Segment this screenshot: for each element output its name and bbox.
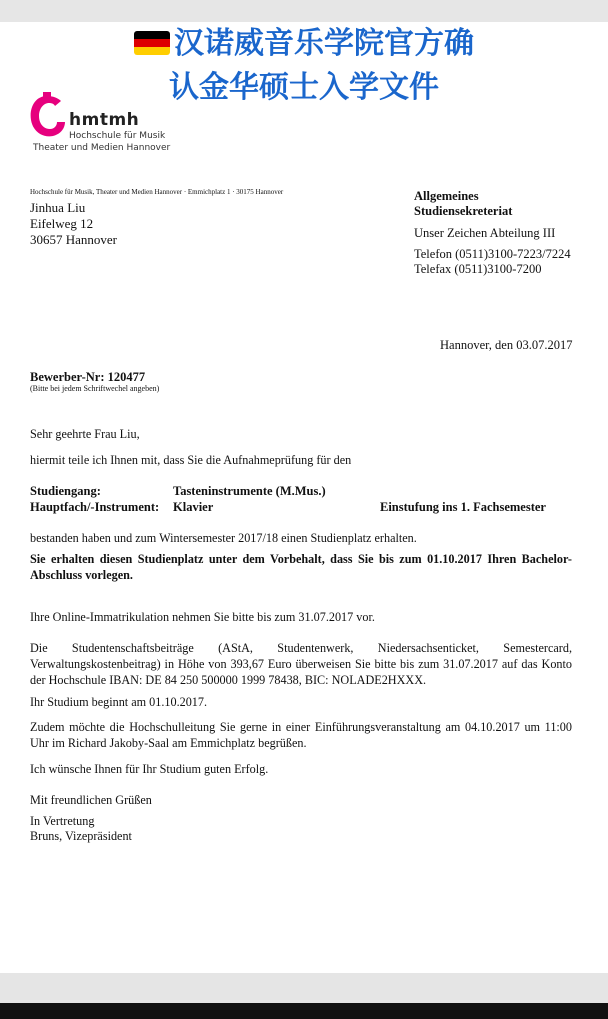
phone: Telefon (0511)3100-7223/7224	[414, 247, 571, 261]
applicant-note: (Bitte bei jedem Schriftwechel angeben)	[30, 384, 160, 393]
signature-line-2: Bruns, Vizepräsident	[30, 829, 132, 843]
signature-line-1: In Vertretung	[30, 814, 95, 828]
title-line-1: 汉诺威音乐学院官方确	[0, 22, 608, 66]
department-line-2: Studiensekreteriat	[414, 204, 513, 218]
recipient-city: 30657 Hannover	[30, 232, 118, 247]
major-label: Hauptfach/-Instrument:	[30, 500, 160, 514]
program-row	[30, 484, 326, 499]
fees-text: Die Studentenschaftsbeiträge (AStA, Studentenwerk, Niedersachsenticket, Semestercard, Verwaltungskostenbeitrag) in Höhe von 393,67 Euro überweisen Sie bitte bis zum 31.07.2017 auf das Konto der Hochschule IBAN: DE 84 250 500000 1999 78438, BIC: NOLADE2HXXX.	[30, 641, 572, 687]
intro-text: hiermit teile ich Ihnen mit, dass Sie die Aufnahmeprüfung für den	[30, 453, 352, 467]
logo-wordmark: hmtmh	[69, 110, 140, 130]
bottom-bar	[0, 973, 608, 1003]
major-row	[30, 500, 572, 515]
passed-text: bestanden haben und zum Wintersemester 2017/18 einen Studienplatz erhalten.	[30, 531, 417, 545]
germany-flag-icon	[134, 31, 170, 55]
recipient-address	[30, 200, 117, 248]
title-line-2: 认金华硕士入学文件	[169, 70, 439, 105]
bottom-edge	[0, 1003, 608, 1019]
hmtmh-logo	[27, 92, 187, 162]
letter-date: Hannover, den 03.07.2017	[440, 338, 573, 352]
salutation: Sehr geehrte Frau Liu,	[30, 427, 140, 441]
fax: Telefax (0511)3100-7200	[414, 262, 542, 276]
program-label: Studiengang:	[30, 484, 101, 498]
closing-text: Mit freundlichen Grüßen	[30, 793, 152, 807]
top-status-bar	[0, 0, 608, 22]
department-block	[414, 189, 571, 277]
recipient-street: Eifelweg 12	[30, 216, 94, 231]
department-line-1: Allgemeines	[414, 189, 479, 203]
condition-text: Sie erhalten diesen Studienplatz unter dem Vorbehalt, dass Sie bis zum 01.10.2017 Ihren Bachelor-Abschluss vorlegen.	[30, 552, 572, 582]
logo-line-1: Hochschule für Musik	[69, 131, 166, 141]
semester-level: Einstufung ins 1. Fachsemester	[380, 500, 546, 514]
program-value: Tasteninstrumente (M.Mus.)	[173, 484, 326, 498]
wish-text: Ich wünsche Ihnen für Ihr Studium guten Erfolg.	[30, 762, 269, 776]
major-value: Klavier	[173, 500, 214, 514]
sender-line: Hochschule für Musik, Theater und Medien Hannover · Emmichplatz 1 · 30175 Hannover	[30, 188, 284, 196]
reference: Unser Zeichen Abteilung III	[414, 226, 556, 240]
logo-line-2: Theater und Medien Hannover	[33, 143, 171, 153]
applicant-number: Bewerber-Nr: 120477	[30, 370, 146, 384]
start-text: Ihr Studium beginnt am 01.10.2017.	[30, 695, 208, 709]
recipient-name: Jinhua Liu	[30, 200, 86, 215]
enrollment-text: Ihre Online-Immatrikulation nehmen Sie bitte bis zum 31.07.2017 vor.	[30, 610, 375, 624]
welcome-text: Zudem möchte die Hochschulleitung Sie gerne in einer Einführungsveranstaltung am 04.10.2017 um 11:00 Uhr im Richard Jakoby-Saal am Emmichplatz begrüßen.	[30, 720, 572, 750]
